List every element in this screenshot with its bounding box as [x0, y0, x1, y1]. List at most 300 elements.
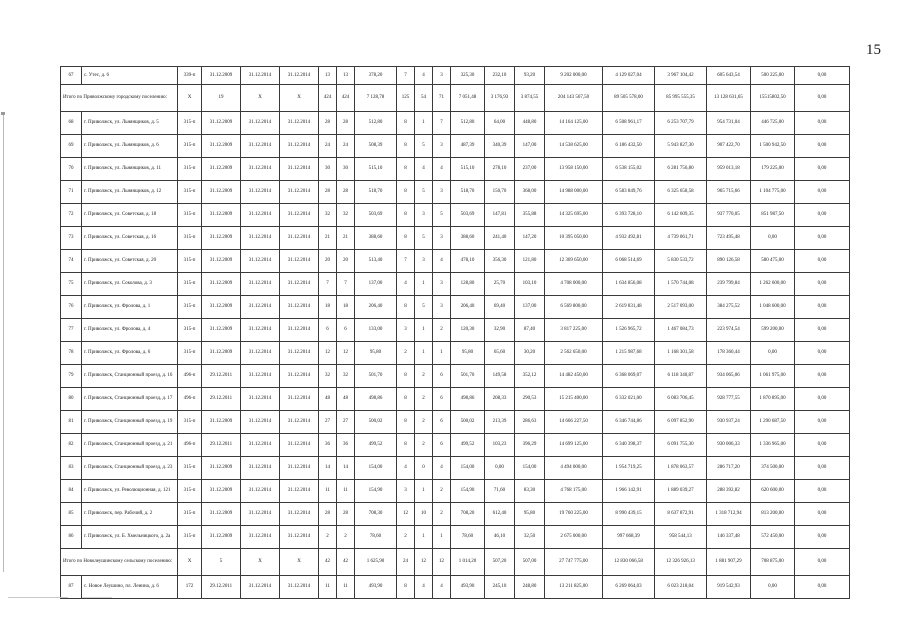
table-cell: 374 500,00	[751, 457, 795, 480]
table-cell: 31.12.2014	[241, 273, 280, 296]
table-cell: 4	[415, 576, 433, 599]
table-cell: 31.12.2014	[241, 480, 280, 503]
table-cell: 6 023 218,04	[655, 576, 707, 599]
table-cell: 315-п	[178, 181, 202, 204]
table-cell: 352,12	[515, 365, 545, 388]
table-cell: 605 643,54	[707, 67, 751, 85]
table-cell: 0,00	[795, 204, 850, 227]
table-cell: 31.12.2014	[241, 296, 280, 319]
table-cell: 6 346 744,86	[603, 411, 655, 434]
table-cell: 3	[415, 204, 433, 227]
table-cell: 14 482 450,00	[545, 365, 603, 388]
table-cell: 572 450,00	[751, 526, 795, 549]
table-cell: 18	[319, 296, 337, 319]
subtotal-cell: 54	[415, 85, 433, 112]
table-cell: 154,90	[451, 480, 485, 503]
row-number-cell: 72	[61, 204, 82, 227]
table-cell: 315-п	[178, 112, 202, 135]
register-table-body	[61, 67, 850, 599]
table-cell: 28	[337, 112, 355, 135]
row-number-cell: 79	[61, 365, 82, 388]
table-cell: 4	[433, 576, 451, 599]
subtotal-row	[61, 85, 850, 112]
table-cell: 6 068 514,69	[603, 250, 655, 273]
table-cell: 6 253 707,79	[655, 112, 707, 135]
table-cell: 36	[319, 434, 337, 457]
table-cell: 934 065,06	[707, 365, 751, 388]
table-cell: 7	[433, 112, 451, 135]
table-cell: 0,00	[795, 273, 850, 296]
table-cell: 499,52	[451, 434, 485, 457]
table-cell: 1 954 719,25	[603, 457, 655, 480]
table-cell: 851 987,50	[751, 204, 795, 227]
table-cell: 30	[337, 158, 355, 181]
table-cell: 315-п	[178, 503, 202, 526]
address-cell: г. Приволжск, ул. Советская, д. 16	[82, 227, 178, 250]
table-cell: 31.12.2009	[202, 503, 241, 526]
table-cell: 12 369 650,00	[545, 250, 603, 273]
table-cell: 8	[397, 158, 415, 181]
table-cell: 1 215 987,68	[603, 342, 655, 365]
table-cell: 13 958 150,00	[545, 158, 603, 181]
subtotal-cell: 204 143 567,50	[545, 85, 603, 112]
table-cell: 8	[397, 135, 415, 158]
table-row	[61, 273, 850, 296]
table-row	[61, 181, 850, 204]
table-cell: 2	[397, 526, 415, 549]
table-cell: 599 200,00	[751, 319, 795, 342]
table-cell: 154,90	[355, 480, 397, 503]
table-cell: 5	[415, 227, 433, 250]
subtotal-cell: 12	[415, 549, 433, 576]
table-cell: 8 990 439,15	[603, 503, 655, 526]
table-cell: 3 967 104,42	[655, 67, 707, 85]
table-cell: 3	[433, 67, 451, 85]
table-cell: 708,30	[355, 503, 397, 526]
table-cell: 0,00	[795, 181, 850, 204]
table-cell: 4	[397, 273, 415, 296]
table-cell: 31.12.2014	[241, 319, 280, 342]
table-cell: 997 668,39	[603, 526, 655, 549]
table-cell: 515,10	[451, 158, 485, 181]
table-cell: 28	[319, 503, 337, 526]
table-cell: 31.12.2014	[280, 457, 319, 480]
table-cell: 7	[397, 67, 415, 85]
table-cell: 928 777,55	[707, 388, 751, 411]
table-cell: 27	[319, 411, 337, 434]
subtotal-cell: 12	[433, 549, 451, 576]
subtotal-cell: 42	[319, 549, 337, 576]
row-number-cell: 87	[61, 576, 82, 599]
table-cell: 31.12.2014	[241, 250, 280, 273]
subtotal-cell: 42	[337, 549, 355, 576]
table-cell: 147,00	[515, 135, 545, 158]
table-cell: 223 974,54	[707, 319, 751, 342]
table-cell: 237,00	[515, 158, 545, 181]
table-cell: 14	[337, 457, 355, 480]
table-cell: 6 142 609,35	[655, 204, 707, 227]
table-cell: 2	[415, 411, 433, 434]
table-cell: 339-п	[178, 67, 202, 85]
subtotal-cell: 3 176,93	[485, 85, 515, 112]
table-cell: 6 269 064,03	[603, 576, 655, 599]
subtotal-cell: 12 326 926,13	[655, 549, 707, 576]
table-cell: 8	[397, 181, 415, 204]
table-cell: 31.12.2014	[280, 204, 319, 227]
margin-mark	[3, 112, 4, 572]
table-cell: 6	[433, 365, 451, 388]
table-cell: 0,00	[795, 434, 850, 457]
table-cell: 2	[433, 503, 451, 526]
table-cell: 498,86	[451, 388, 485, 411]
table-cell: 120,30	[451, 319, 485, 342]
table-cell: 206,40	[355, 296, 397, 319]
table-cell: 0,00	[795, 365, 850, 388]
table-cell: 95,80	[355, 342, 397, 365]
table-row	[61, 342, 850, 365]
table-cell: 708,20	[451, 503, 485, 526]
table-row	[61, 365, 850, 388]
subtotal-label: Итого по Приволжскому городскому поселению:	[61, 85, 178, 112]
table-cell: 12	[337, 342, 355, 365]
table-cell: 0,00	[795, 576, 850, 599]
table-cell: 133,00	[355, 319, 397, 342]
table-cell: 154,00	[355, 457, 397, 480]
table-cell: 315-п	[178, 296, 202, 319]
subtotal-cell: 7 051,48	[451, 85, 485, 112]
table-cell: 959 013,18	[707, 158, 751, 181]
subtotal-cell: 85 995 555,35	[655, 85, 707, 112]
table-row	[61, 67, 850, 85]
table-cell: 0,00	[795, 319, 850, 342]
table-cell: 2 562 650,00	[545, 342, 603, 365]
table-cell: 12	[397, 503, 415, 526]
table-cell: 3	[433, 181, 451, 204]
table-cell: 8	[397, 227, 415, 250]
table-cell: 315-п	[178, 411, 202, 434]
subtotal-cell: 89 505 578,00	[603, 85, 655, 112]
table-cell: 4	[433, 457, 451, 480]
table-cell: 25,70	[485, 273, 515, 296]
table-cell: 12	[319, 342, 337, 365]
table-cell: 378,20	[355, 67, 397, 85]
table-cell: 31.12.2014	[280, 227, 319, 250]
table-cell: 31.12.2014	[280, 503, 319, 526]
address-cell: г. Приволжск, Станционный проезд, д. 16	[82, 365, 178, 388]
subtotal-cell: X	[280, 85, 319, 112]
table-cell: 31.12.2009	[202, 112, 241, 135]
table-cell: 1 870 895,00	[751, 388, 795, 411]
address-cell: г. Приволжск, ул. Фролова, д. 4	[82, 319, 178, 342]
row-number-cell: 75	[61, 273, 82, 296]
table-cell: 14 988 000,00	[545, 181, 603, 204]
table-cell: 0,00	[795, 457, 850, 480]
table-cell: 6 186 432,50	[603, 135, 655, 158]
table-cell: 1 526 965,72	[603, 319, 655, 342]
table-cell: 2 675 000,00	[545, 526, 603, 549]
table-cell: 241,40	[485, 227, 515, 250]
table-cell: 31.12.2014	[280, 67, 319, 85]
page-number: 15	[866, 42, 881, 58]
row-number-cell: 76	[61, 296, 82, 319]
table-cell: 121,80	[515, 250, 545, 273]
table-cell: 6 083 706,45	[655, 388, 707, 411]
subtotal-cell: 507,00	[515, 549, 545, 576]
table-cell: 8	[397, 112, 415, 135]
table-cell: 512,80	[355, 112, 397, 135]
table-cell: 87,40	[515, 319, 545, 342]
table-cell: 239 799,84	[707, 273, 751, 296]
table-cell: 31.12.2014	[241, 365, 280, 388]
table-cell: 31.12.2009	[202, 204, 241, 227]
table-cell: 29.12.2011	[202, 388, 241, 411]
table-cell: 24	[337, 135, 355, 158]
subtotal-cell: 708 875,00	[751, 549, 795, 576]
table-cell: 620 600,00	[751, 480, 795, 503]
subtotal-cell: 507,20	[485, 549, 515, 576]
table-cell: 612,40	[485, 503, 515, 526]
table-cell: 8	[397, 365, 415, 388]
address-cell: г. Приволжск, ул. Фролова, д. 6	[82, 342, 178, 365]
table-cell: 6 118 340,87	[655, 365, 707, 388]
table-row	[61, 388, 850, 411]
table-cell: 2	[319, 526, 337, 549]
table-cell: 103,23	[485, 434, 515, 457]
table-cell: 388,60	[355, 227, 397, 250]
table-cell: 27	[337, 411, 355, 434]
address-cell: г. Приволжск, ул. Льнянщиков, д. 11	[82, 158, 178, 181]
table-cell: 24	[319, 135, 337, 158]
row-number-cell: 80	[61, 388, 82, 411]
table-cell: 172	[178, 576, 202, 599]
table-cell: 515,10	[355, 158, 397, 181]
table-cell: 28	[337, 181, 355, 204]
row-number-cell: 67	[61, 67, 82, 85]
table-cell: 3	[397, 319, 415, 342]
table-cell: 178 360,44	[707, 342, 751, 365]
table-cell: 10	[415, 503, 433, 526]
table-cell: 28	[337, 503, 355, 526]
address-cell: г. Приволжск, ул. Фролова, д. 1	[82, 296, 178, 319]
table-cell: 1 048 600,00	[751, 296, 795, 319]
table-cell: 83,30	[515, 480, 545, 503]
table-cell: 31.12.2009	[202, 411, 241, 434]
table-cell: 6 340 398,37	[603, 434, 655, 457]
table-cell: 78,60	[355, 526, 397, 549]
table-cell: 2	[415, 388, 433, 411]
table-cell: 1	[415, 112, 433, 135]
table-cell: 1 966 142,91	[603, 480, 655, 503]
address-cell: г. Приволжск, ул. Соколова, д. 3	[82, 273, 178, 296]
address-cell: г. Приволжск, Станционный проезд, д. 17	[82, 388, 178, 411]
table-cell: 31.12.2014	[241, 434, 280, 457]
address-cell: г. Приволжск, ул. Революционная, д. 121	[82, 480, 178, 503]
subtotal-cell: 0,00	[795, 549, 850, 576]
table-cell: 930 006,33	[707, 434, 751, 457]
table-cell: 29.12.2011	[202, 365, 241, 388]
table-cell: 21	[337, 227, 355, 250]
table-cell: 31.12.2014	[241, 457, 280, 480]
table-cell: 1 336 965,00	[751, 434, 795, 457]
table-cell: 388,60	[451, 227, 485, 250]
subtotal-cell: 0,00	[795, 85, 850, 112]
table-cell: 1 878 063,57	[655, 457, 707, 480]
table-cell: 31.12.2014	[280, 112, 319, 135]
table-cell: 6	[319, 319, 337, 342]
table-cell: 2	[337, 526, 355, 549]
table-cell: 958 544,13	[655, 526, 707, 549]
table-cell: 31.12.2014	[241, 388, 280, 411]
table-cell: 1 467 084,73	[655, 319, 707, 342]
table-cell: 512,80	[451, 112, 485, 135]
table-cell: 288 392,82	[707, 480, 751, 503]
table-cell: 32,90	[485, 319, 515, 342]
table-cell: 213,39	[485, 411, 515, 434]
table-cell: 0,00	[795, 250, 850, 273]
table-cell: 1	[433, 342, 451, 365]
table-cell: 64,00	[485, 112, 515, 135]
table-cell: 71,60	[485, 480, 515, 503]
table-cell: 8	[397, 388, 415, 411]
register-table	[60, 66, 850, 599]
address-cell: г. Приволжск, ул. Б. Хмельницкого, д. 2а	[82, 526, 178, 549]
table-cell: 28	[319, 112, 337, 135]
subtotal-cell: X	[280, 549, 319, 576]
table-cell: 150,70	[485, 181, 515, 204]
table-cell: 32	[337, 204, 355, 227]
table-cell: 2 619 831,48	[603, 296, 655, 319]
subtotal-cell: 125	[397, 85, 415, 112]
table-cell: 813 200,00	[751, 503, 795, 526]
table-cell: 356,30	[485, 250, 515, 273]
table-cell: 31.12.2014	[241, 576, 280, 599]
row-number-cell: 77	[61, 319, 82, 342]
table-cell: 14 538 625,00	[545, 135, 603, 158]
table-row	[61, 112, 850, 135]
table-cell: 6	[433, 388, 451, 411]
table-cell: 31.12.2009	[202, 526, 241, 549]
row-number-cell: 68	[61, 112, 82, 135]
table-cell: 31.12.2009	[202, 67, 241, 85]
table-cell: 0,00	[751, 342, 795, 365]
table-cell: 69,40	[485, 296, 515, 319]
table-cell: 315-п	[178, 342, 202, 365]
table-cell: 31.12.2014	[280, 411, 319, 434]
table-cell: 2	[415, 434, 433, 457]
table-cell: 48	[337, 388, 355, 411]
table-cell: 6 097 852,90	[655, 411, 707, 434]
table-cell: 499,52	[355, 434, 397, 457]
subtotal-cell: 1 014,20	[451, 549, 485, 576]
table-cell: 21	[319, 227, 337, 250]
table-cell: 6 538 155,02	[603, 158, 655, 181]
table-cell: 147,20	[515, 227, 545, 250]
table-cell: 448,80	[515, 112, 545, 135]
table-cell: 500,02	[355, 411, 397, 434]
table-cell: 4 768 175,00	[545, 480, 603, 503]
table-cell: 13 211 825,00	[545, 576, 603, 599]
table-cell: 3 817 225,00	[545, 319, 603, 342]
subtotal-cell: 1 625,90	[355, 549, 397, 576]
table-cell: 29.12.2011	[202, 576, 241, 599]
table-row	[61, 434, 850, 457]
subtotal-cell: 424	[319, 85, 337, 112]
subtotal-cell: 27 747 775,00	[545, 549, 603, 576]
table-cell: 31.12.2014	[280, 388, 319, 411]
table-cell: 4 129 027,04	[603, 67, 655, 85]
subtotal-cell: 424	[337, 85, 355, 112]
table-cell: 7	[319, 273, 337, 296]
table-cell: 478,10	[451, 250, 485, 273]
table-cell: 245,10	[485, 576, 515, 599]
table-cell: 6 508 961,17	[603, 112, 655, 135]
table-cell: 5	[415, 296, 433, 319]
table-cell: 11	[319, 576, 337, 599]
row-number-cell: 84	[61, 480, 82, 503]
table-cell: 580 475,00	[751, 250, 795, 273]
table-cell: 8	[397, 204, 415, 227]
address-cell: с. Утес, д. 6	[82, 67, 178, 85]
table-row	[61, 411, 850, 434]
table-row	[61, 296, 850, 319]
table-cell: 290,53	[515, 388, 545, 411]
table-cell: 315-п	[178, 158, 202, 181]
table-cell: 32	[319, 365, 337, 388]
table-cell: 128,80	[451, 273, 485, 296]
table-cell: 20	[319, 250, 337, 273]
table-row	[61, 319, 850, 342]
table-cell: 493,90	[355, 576, 397, 599]
row-number-cell: 74	[61, 250, 82, 273]
table-cell: 147,81	[485, 204, 515, 227]
table-cell: 1 262 600,00	[751, 273, 795, 296]
table-cell: 3	[433, 135, 451, 158]
row-number-cell: 70	[61, 158, 82, 181]
table-cell: 3	[433, 296, 451, 319]
table-row	[61, 457, 850, 480]
table-cell: 501,70	[355, 365, 397, 388]
table-cell: 0,00	[795, 135, 850, 158]
table-cell: 31.12.2009	[202, 273, 241, 296]
table-cell: 31.12.2009	[202, 181, 241, 204]
table-cell: 4	[415, 158, 433, 181]
table-cell: 2	[415, 365, 433, 388]
subtotal-cell: 13 128 631,65	[707, 85, 751, 112]
table-cell: 31.12.2014	[241, 503, 280, 526]
table-cell: 2 517 093,00	[655, 296, 707, 319]
table-cell: 95,80	[515, 503, 545, 526]
table-cell: 30	[319, 158, 337, 181]
table-cell: 4	[433, 158, 451, 181]
table-cell: 0,00	[751, 227, 795, 250]
table-cell: 0,00	[795, 158, 850, 181]
table-cell: 2	[433, 319, 451, 342]
table-cell: 28	[319, 181, 337, 204]
table-cell: 31.12.2014	[280, 296, 319, 319]
table-cell: 4 739 061,71	[655, 227, 707, 250]
table-cell: 0,00	[795, 411, 850, 434]
subtotal-cell: 1 881 907,29	[707, 549, 751, 576]
table-cell: 6 325 658,58	[655, 181, 707, 204]
table-cell: 6 332 021,00	[603, 388, 655, 411]
table-cell: 518,70	[451, 181, 485, 204]
table-row	[61, 135, 850, 158]
table-cell: 137,00	[515, 296, 545, 319]
table-row	[61, 227, 850, 250]
table-cell: 15 215 400,00	[545, 388, 603, 411]
table-cell: 14 164 125,00	[545, 112, 603, 135]
table-cell: 3	[397, 480, 415, 503]
